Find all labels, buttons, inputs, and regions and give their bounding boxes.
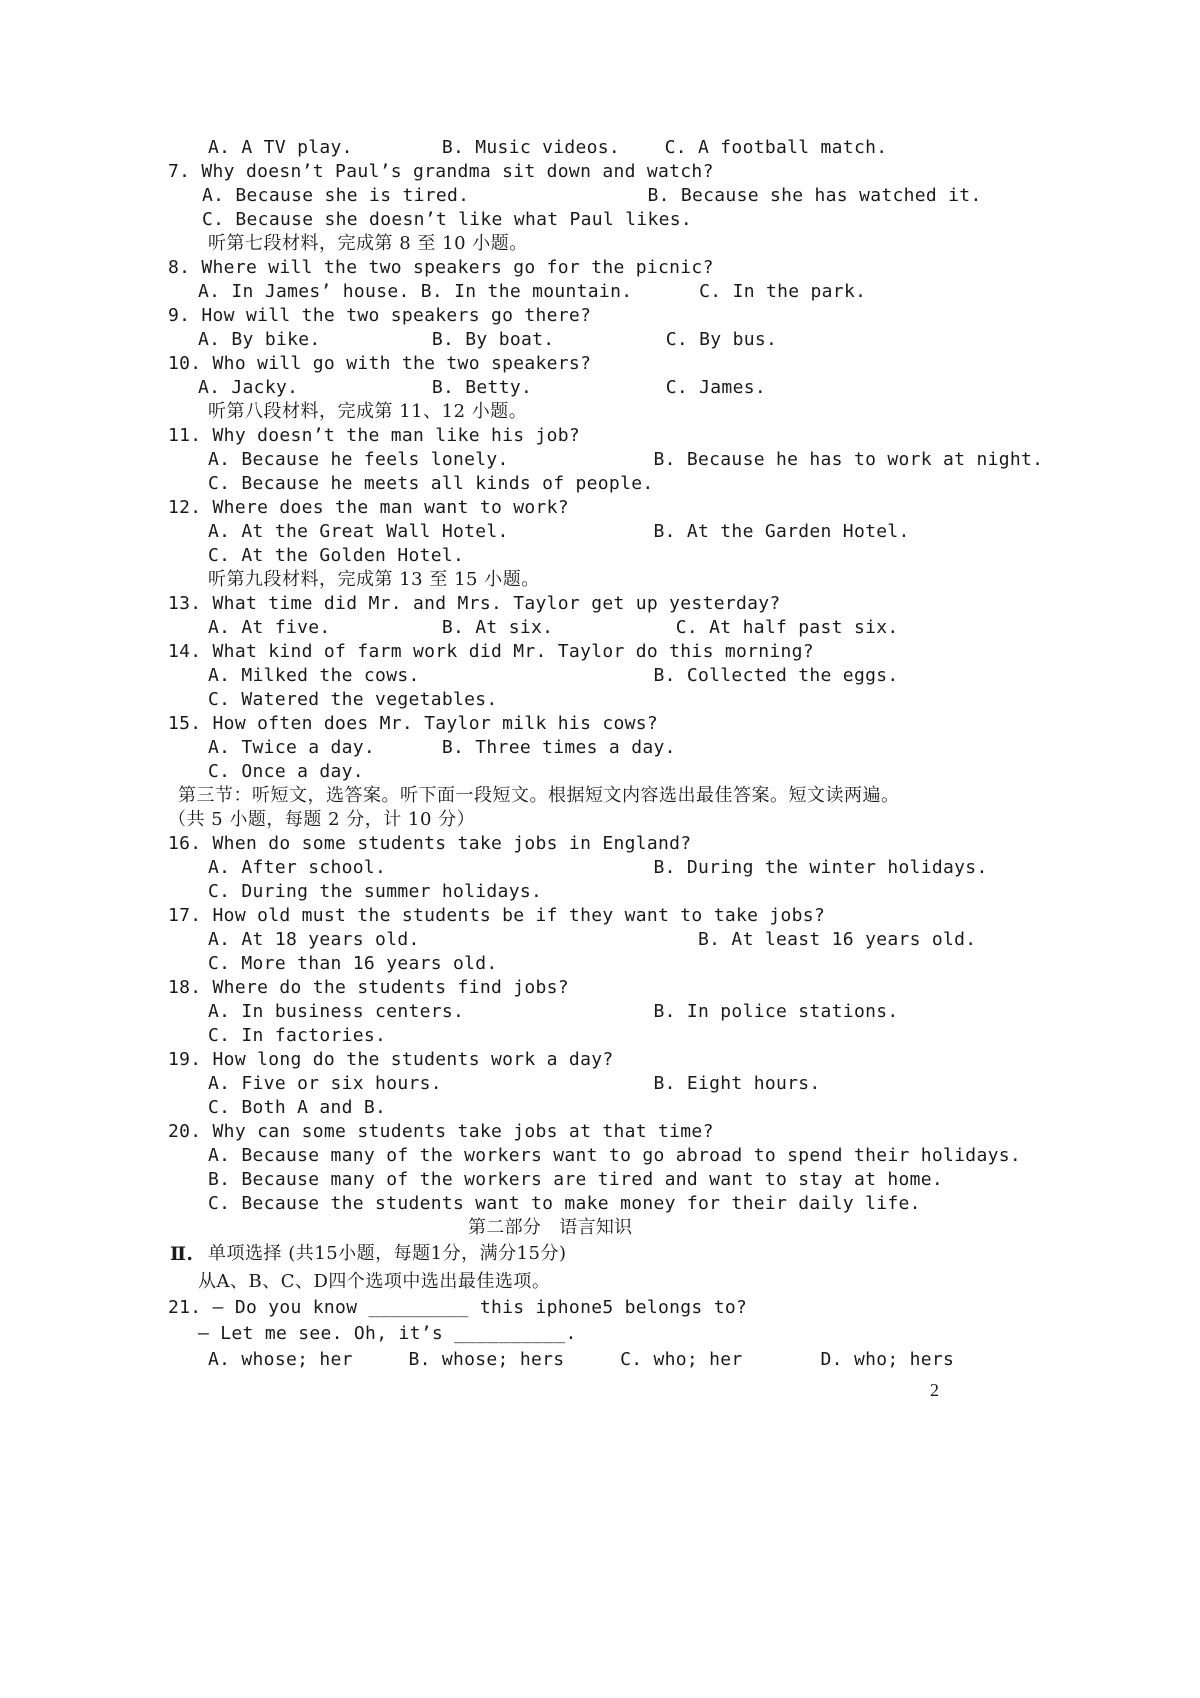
q12-options-ab: A. At the Great Wall Hotel. B. At the Garden Hotel. [208, 521, 910, 542]
q9-options: A. By bike. B. By boat. C. By bus. [198, 329, 778, 350]
q12-question: 12. Where does the man want to work? [168, 497, 569, 518]
q13-options: A. At five. B. At six. C. At half past six. [208, 617, 899, 638]
q21-response: — Let me see. Oh, it’s __________. [198, 1323, 577, 1344]
q8-question: 8. Where will the two speakers go for the picnic? [168, 257, 714, 278]
q18-option-c: C. In factories. [208, 1025, 387, 1046]
q17-question: 17. How old must the students be if they want to take jobs? [168, 905, 826, 926]
q15-question: 15. How often does Mr. Taylor milk his cows? [168, 713, 659, 734]
q11-question: 11. Why doesn’t the man like his job? [168, 425, 581, 446]
q15-option-c: C. Once a day. [208, 761, 364, 782]
q7-option-c: C. Because she doesn’t like what Paul likes. [202, 209, 693, 230]
q7-options-ab: A. Because she is tired. B. Because she has watched it. [202, 185, 982, 206]
q9-question: 9. How will the two speakers go there? [168, 305, 592, 326]
q19-question: 19. How long do the students work a day? [168, 1049, 614, 1070]
q18-options-ab: A. In business centers. B. In police stations. [208, 1001, 899, 1022]
q19-options-ab: A. Five or six hours. B. Eight hours. [208, 1073, 821, 1094]
q14-option-c: C. Watered the vegetables. [208, 689, 498, 710]
q21-options: A. whose; her B. whose; hers C. who; her D. who; hers [208, 1349, 955, 1370]
section-2-instruction: 从A、B、C、D四个选项中选出最佳选项。 [198, 1271, 551, 1292]
q6-options: A. A TV play. B. Music videos. C. A football match. [208, 137, 888, 158]
section-numeral: Ⅱ. [170, 1243, 194, 1265]
q11-options-ab: A. Because he feels lonely. B. Because he has to work at night. [208, 449, 1044, 470]
q17-options-ab: A. At 18 years old. B. At least 16 years old. [208, 929, 977, 950]
section-instruction-9: 听第九段材料，完成第 13 至 15 小题。 [208, 569, 540, 590]
section-instruction-7: 听第七段材料，完成第 8 至 10 小题。 [208, 233, 528, 254]
q13-question: 13. What time did Mr. and Mrs. Taylor get up yesterday? [168, 593, 781, 614]
q16-question: 16. When do some students take jobs in England? [168, 833, 692, 854]
q20-question: 20. Why can some students take jobs at that time? [168, 1121, 714, 1142]
q10-options: A. Jacky. B. Betty. C. James. [198, 377, 766, 398]
q11-option-c: C. Because he meets all kinds of people. [208, 473, 654, 494]
q19-option-c: C. Both A and B. [208, 1097, 387, 1118]
q16-option-c: C. During the summer holidays. [208, 881, 543, 902]
q14-options-ab: A. Milked the cows. B. Collected the eggs. [208, 665, 899, 686]
q12-option-c: C. At the Golden Hotel. [208, 545, 465, 566]
section-instruction-8: 听第八段材料，完成第 11、12 小题。 [208, 401, 528, 422]
section-3-heading: 第三节：听短文，选答案。听下面一段短文。根据短文内容选出最佳答案。短文读两遍。 [178, 785, 900, 806]
q18-question: 18. Where do the students find jobs? [168, 977, 569, 998]
q15-options-ab: A. Twice a day. B. Three times a day. [208, 737, 676, 758]
part-2-title: 第二部分 语言知识 [468, 1217, 633, 1238]
q14-question: 14. What kind of farm work did Mr. Taylor do this morning? [168, 641, 814, 662]
q20-option-b: B. Because many of the workers are tired and want to stay at home. [208, 1169, 944, 1190]
q20-option-c: C. Because the students want to make money for their daily life. [208, 1193, 921, 1214]
q8-options: A. In James’ house. B. In the mountain. C. In the park. [198, 281, 867, 302]
q7-question: 7. Why doesn’t Paul’s grandma sit down and watch? [168, 161, 714, 182]
section-2-heading: 单项选择 (共15小题，每题1分，满分15分) [208, 1243, 567, 1264]
q10-question: 10. Who will go with the two speakers? [168, 353, 592, 374]
q20-option-a: A. Because many of the workers want to go abroad to spend their holidays. [208, 1145, 1021, 1166]
page-number: 2 [930, 1380, 939, 1400]
q17-option-c: C. More than 16 years old. [208, 953, 498, 974]
q16-options-ab: A. After school. B. During the winter holidays. [208, 857, 988, 878]
q21-question: 21. — Do you know _________ this iphone5 belongs to? [168, 1297, 748, 1318]
section-3-scoring: （共 5 小题，每题 2 分，计 10 分） [168, 809, 476, 830]
